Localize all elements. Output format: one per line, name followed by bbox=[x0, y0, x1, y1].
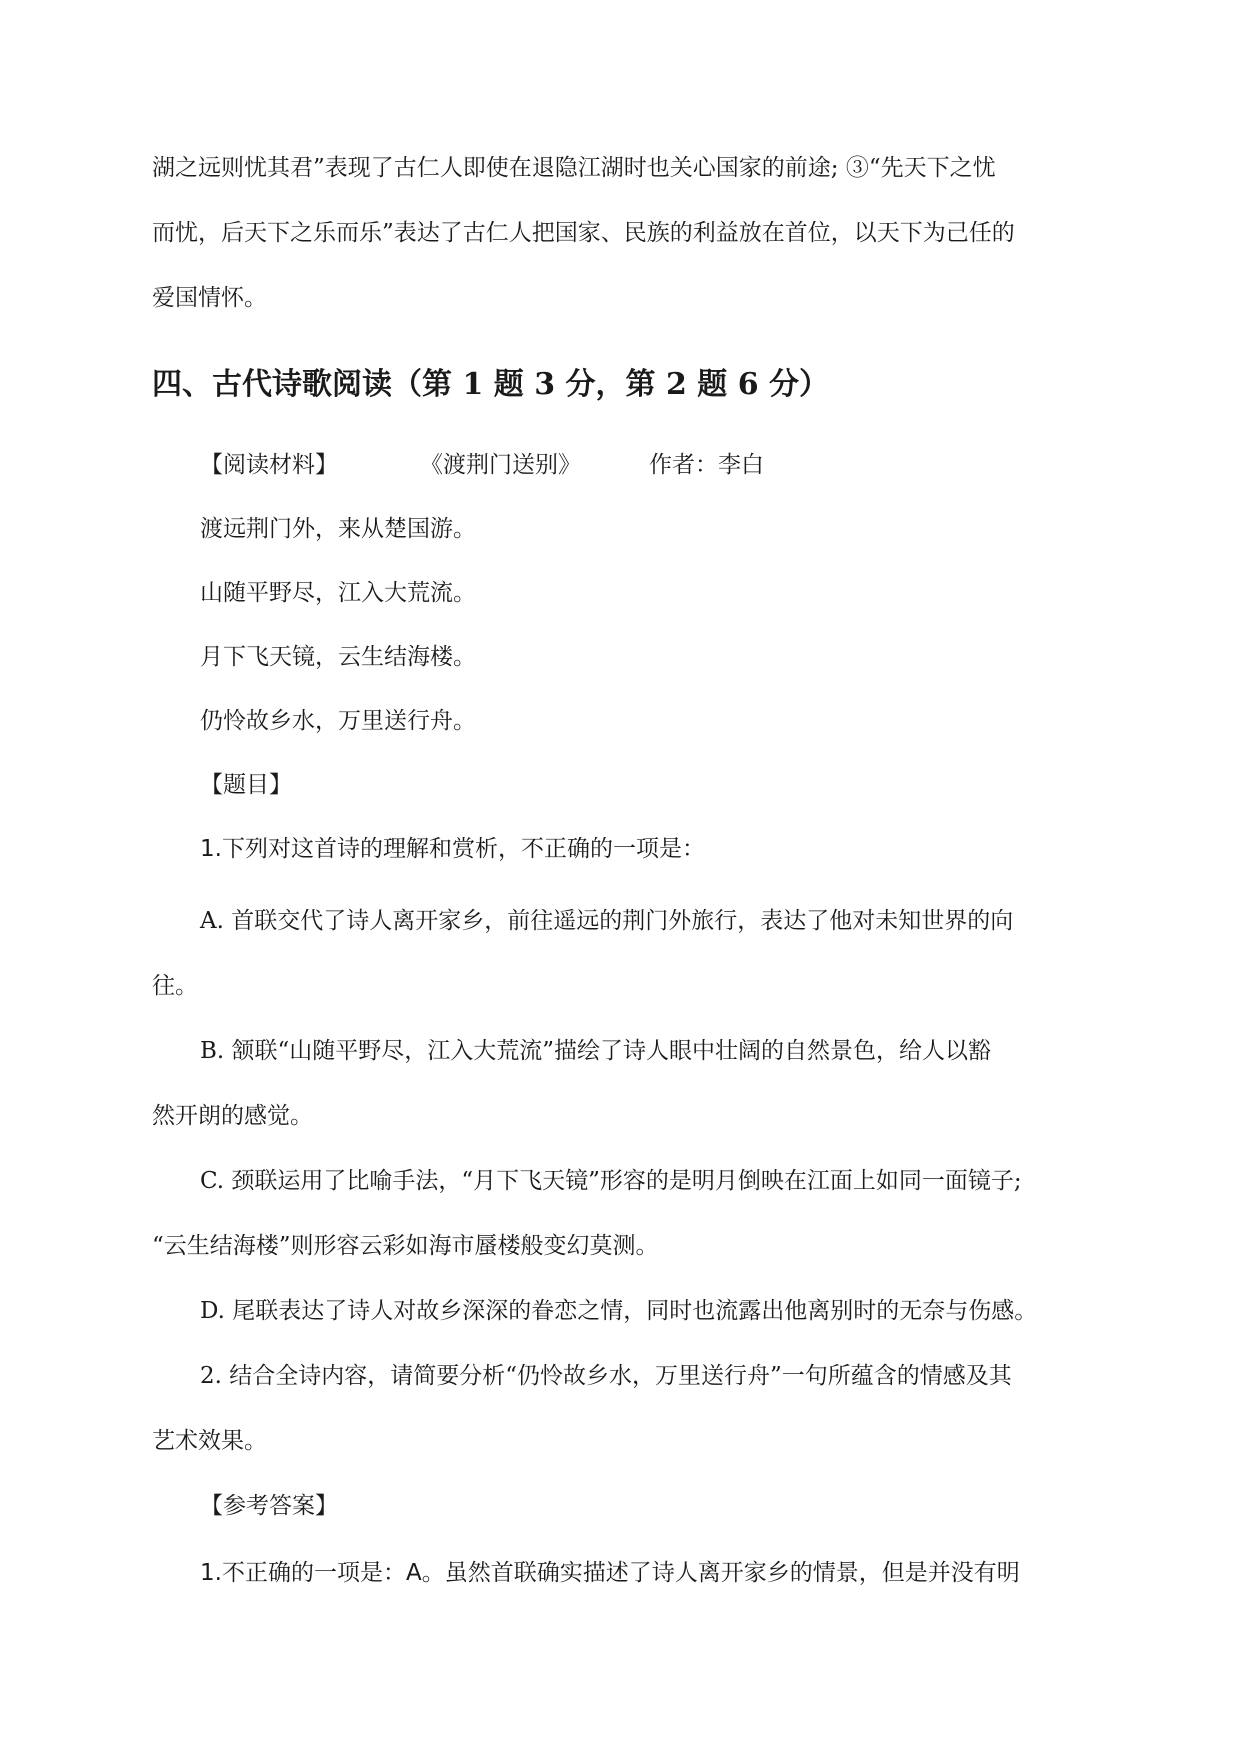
reading-material-header bbox=[200, 450, 764, 480]
poem-author: 作者：李白 bbox=[649, 452, 764, 478]
questions-label: 【题目】 bbox=[200, 772, 292, 798]
intro-line-3: 爱国情怀。 bbox=[152, 285, 267, 311]
question-1-text: 下列对这首诗的理解和赏析，不正确的一项是： bbox=[221, 836, 705, 862]
option-b-line-2: 然开朗的感觉。 bbox=[152, 1103, 313, 1129]
answer-1-choice: A bbox=[405, 1560, 422, 1586]
poem-line-1: 渡远荆门外，来从楚国游。 bbox=[200, 516, 476, 542]
poem-line-3: 月下飞天镜，云生结海楼。 bbox=[200, 644, 476, 670]
answer-1-text-end: 。虽然首联确实描述了诗人离开家乡的情景，但是并没有明 bbox=[421, 1560, 1020, 1586]
intro-line-2: 而忧，后天下之乐而乐”表达了古仁人把国家、民族的利益放在首位，以天下为己任的 bbox=[152, 220, 1015, 246]
poem-line-2: 山随平野尽，江入大荒流。 bbox=[200, 580, 476, 606]
poem-title: 《渡荆门送别》 bbox=[420, 452, 581, 478]
option-d: D. 尾联表达了诗人对故乡深深的眷恋之情，同时也流露出他离别时的无奈与伤感。 bbox=[200, 1298, 1038, 1324]
question-1-stem bbox=[200, 834, 705, 864]
poem-line-4: 仍怜故乡水，万里送行舟。 bbox=[200, 708, 476, 734]
answer-1-number: 1. bbox=[200, 1560, 222, 1586]
reading-material-label: 【阅读材料】 bbox=[200, 452, 338, 478]
option-c-line-1: C. 颈联运用了比喻手法，“月下飞天镜”形容的是明月倒映在江面上如同一面镜子; bbox=[200, 1168, 1022, 1194]
answer-1-text-start: 不正确的一项是： bbox=[221, 1560, 406, 1586]
answer-1 bbox=[200, 1558, 1020, 1588]
question-2-line-2: 艺术效果。 bbox=[152, 1428, 267, 1454]
question-1-number: 1. bbox=[200, 836, 222, 862]
section-heading: 四、古代诗歌阅读（第 1 题 3 分，第 2 题 6 分） bbox=[152, 367, 830, 402]
option-a-line-2: 往。 bbox=[152, 973, 198, 999]
option-a-line-1: A. 首联交代了诗人离开家乡，前往遥远的荆门外旅行，表达了他对未知世界的向 bbox=[200, 908, 1014, 934]
question-2-line-1: 2. 结合全诗内容，请简要分析“仍怜故乡水，万里送行舟”一句所蕴含的情感及其 bbox=[200, 1363, 1012, 1389]
intro-line-1: 湖之远则忧其君”表现了古仁人即使在退隐江湖时也关心国家的前途; ③“先天下之忧 bbox=[152, 155, 996, 181]
option-c-line-2: “云生结海楼”则形容云彩如海市蜃楼般变幻莫测。 bbox=[152, 1233, 659, 1259]
answers-label: 【参考答案】 bbox=[200, 1493, 338, 1519]
option-b-line-1: B. 颔联“山随平野尽，江入大荒流”描绘了诗人眼中壮阔的自然景色，给人以豁 bbox=[200, 1038, 992, 1064]
